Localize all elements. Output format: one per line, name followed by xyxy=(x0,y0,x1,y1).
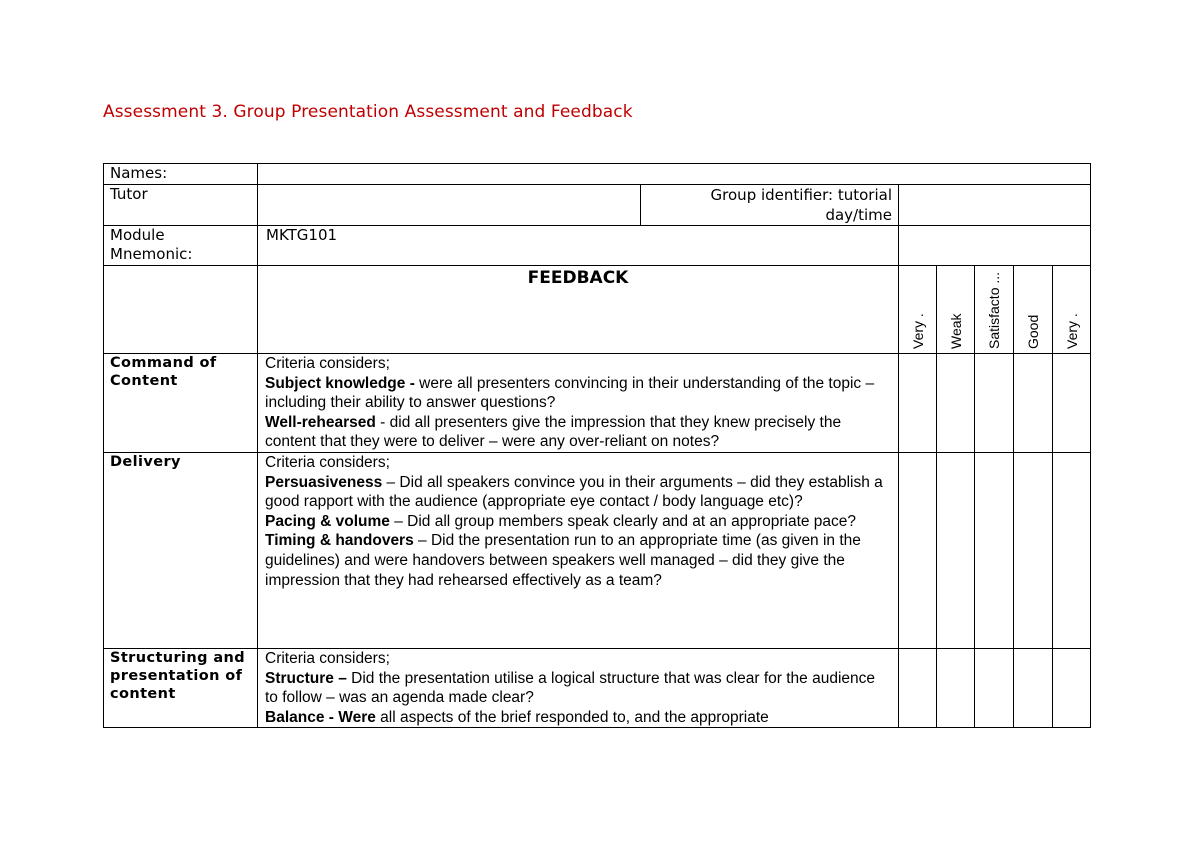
criteria-intro: Criteria considers; xyxy=(265,650,390,667)
rating-box[interactable] xyxy=(898,648,937,728)
criterion-text: all aspects of the brief responded to, and the appropriate xyxy=(375,708,769,726)
rating-box[interactable] xyxy=(1013,353,1053,453)
assessment-table xyxy=(103,163,1091,728)
criterion-term: Balance - Were xyxy=(265,708,376,726)
names-label-cell xyxy=(103,163,258,185)
criteria-cell-structuring xyxy=(257,648,899,728)
rating-box[interactable] xyxy=(898,452,937,649)
rating-box[interactable] xyxy=(974,353,1014,453)
criterion-term: Subject knowledge - xyxy=(265,374,415,392)
criterion-term: Persuasiveness xyxy=(265,473,383,491)
criterion-text: were all presenters convincing in their understanding of the topic – including their ability to answer questions? xyxy=(265,374,875,412)
group-identifier-cell xyxy=(640,184,899,226)
rating-label-4: Good xyxy=(1025,314,1041,349)
criterion-term: Well-rehearsed xyxy=(265,413,376,431)
section-label-cell xyxy=(103,452,258,649)
document-title: Assessment 3. Group Presentation Assessment and Feedback xyxy=(103,102,633,122)
criteria-cell-delivery xyxy=(257,452,899,649)
criterion-balance xyxy=(265,708,891,728)
rating-box[interactable] xyxy=(936,648,975,728)
section-label-cell xyxy=(103,648,258,728)
criterion-timing-handovers xyxy=(265,531,891,590)
criterion-well-rehearsed xyxy=(265,413,891,452)
rating-header-very-poor xyxy=(898,265,937,354)
rating-box[interactable] xyxy=(974,452,1014,649)
module-label: Module Mnemonic: xyxy=(110,226,193,263)
rating-label-1: Very . xyxy=(909,313,926,349)
rating-header-very-good xyxy=(1052,265,1091,354)
rating-label-2: Weak xyxy=(947,313,964,349)
group-identifier-label: Group identifier: tutorial day/time xyxy=(710,186,892,224)
criterion-text: – Did all group members speak clearly and at an appropriate pace? xyxy=(389,512,857,530)
feedback-heading: FEEDBACK xyxy=(527,268,629,288)
criterion-pacing-volume xyxy=(265,512,891,532)
rating-header-good xyxy=(1013,265,1053,354)
criterion-text: – Did all speakers convince you in their arguments – did they establish a good rapport with the audience (appropriate eye contact / body language etc)? xyxy=(265,473,883,511)
rating-box[interactable] xyxy=(1013,452,1053,649)
group-identifier-input-cell[interactable] xyxy=(898,184,1091,226)
rating-box[interactable] xyxy=(936,452,975,649)
rating-box[interactable] xyxy=(1013,648,1053,728)
criterion-term: Pacing & volume xyxy=(265,512,390,530)
criterion-subject-knowledge xyxy=(265,374,891,413)
module-extra-cell xyxy=(898,225,1091,266)
feedback-blank-cell xyxy=(103,265,258,354)
section-label-delivery: Delivery xyxy=(110,454,181,470)
feedback-heading-cell xyxy=(257,265,899,354)
criteria-intro: Criteria considers; xyxy=(265,355,390,372)
criterion-structure xyxy=(265,669,891,708)
module-value-cell xyxy=(257,225,899,266)
module-value: MKTG101 xyxy=(266,226,338,244)
tutor-input-cell[interactable] xyxy=(257,184,641,226)
section-label-cell xyxy=(103,353,258,453)
rating-box[interactable] xyxy=(1052,353,1091,453)
criterion-term: Timing & handovers xyxy=(265,532,414,550)
rating-box[interactable] xyxy=(1052,452,1091,649)
tutor-label-cell xyxy=(103,184,258,226)
rating-box[interactable] xyxy=(898,353,937,453)
section-label-command-of-content: Command of Content xyxy=(110,355,217,389)
rating-header-satisfactory xyxy=(974,265,1014,354)
criterion-term: Structure – xyxy=(265,669,347,687)
criteria-intro: Criteria considers; xyxy=(265,454,390,471)
criterion-persuasiveness xyxy=(265,473,891,512)
rating-box[interactable] xyxy=(974,648,1014,728)
section-label-structuring: Structuring and presentation of content xyxy=(110,650,246,702)
rating-header-weak xyxy=(936,265,975,354)
rating-box[interactable] xyxy=(936,353,975,453)
names-label: Names: xyxy=(110,164,168,182)
rating-label-3: Satisfacto ... xyxy=(986,271,1002,349)
criterion-text: – Did the presentation run to an appropriate time (as given in the guidelines) and were handovers between speakers well managed – did they give the impression that they had rehearsed effectively as a team? xyxy=(265,532,861,589)
module-label-cell xyxy=(103,225,258,266)
rating-box[interactable] xyxy=(1052,648,1091,728)
tutor-label: Tutor xyxy=(110,185,148,203)
names-input-cell[interactable] xyxy=(257,163,1091,185)
criteria-cell-command-of-content xyxy=(257,353,899,453)
criterion-text: - did all presenters give the impression that they knew precisely the content that they were to deliver – were any over-reliant on notes? xyxy=(265,413,842,451)
rating-label-5: Very . xyxy=(1063,313,1080,349)
criterion-text: Did the presentation utilise a logical structure that was clear for the audience to follow – was an agenda made clear? xyxy=(265,669,875,707)
